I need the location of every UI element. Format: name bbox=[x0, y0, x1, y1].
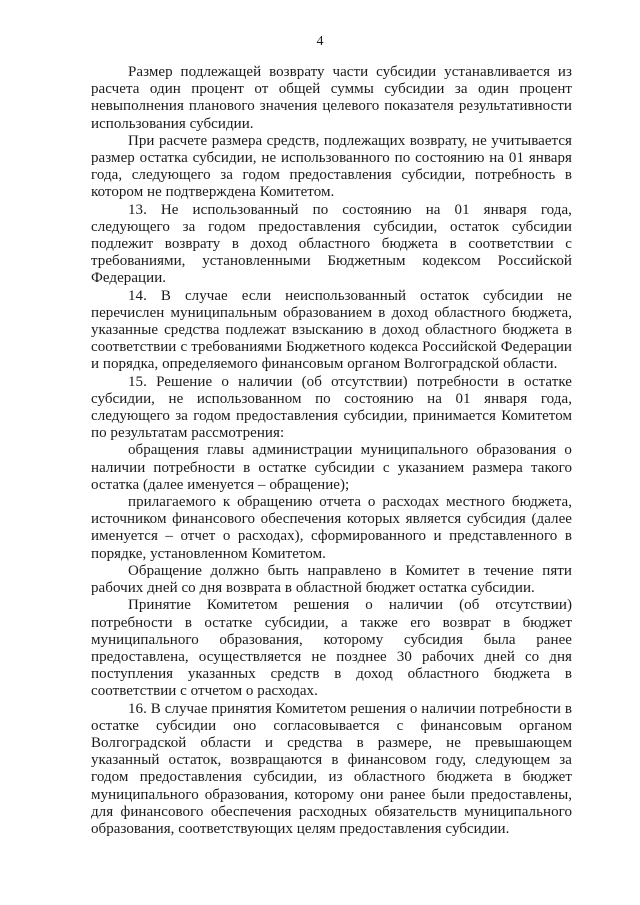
paragraph-14-recovery: 14. В случае если неиспользованный остаток субсидии не перечислен муниципальным образованием в доход областного бюджета, указанные средства подлежат взысканию в доход областного бюджета в соответствии с требованиями Бюджетного кодекса Российской Федерации и порядка, определяемого финансовым органом Волгоградской области. bbox=[91, 287, 572, 373]
paragraph-subsidy-return-amount: Размер подлежащей возврату части субсидии устанавливается из расчета один процент от общей суммы субсидии за один процент невыполнения планового значения целевого показателя результативности использования субсидии. bbox=[91, 64, 572, 132]
paragraph-16-approval: 16. В случае принятия Комитетом решения о наличии потребности в остатке субсидии оно согласовывается с финансовым органом Волгоградской области и средства в размере, не превышающем указанный остаток, возвращаются в финансовом году, следующем за годом предоставления субсидии, из областного бюджета в бюджет муниципального образования, которому они ранее были предоставлены, для финансового обеспечения расходных обязательств муниципального образования, соответствующих целям предоставления субсидии. bbox=[91, 700, 572, 837]
paragraph-appeal: обращения главы администрации муниципального образования о наличии потребности в остатке субсидии с указанием размера такого остатка (далее именуется – обращение); bbox=[91, 442, 572, 493]
document-body bbox=[91, 64, 572, 838]
page-number: 4 bbox=[316, 34, 324, 49]
paragraph-13-unused-balance: 13. Не использованный по состоянию на 01 января года, следующего за годом предоставления субсидии, остаток субсидии подлежит возврату в доход областного бюджета в соответствии с требованиями, установленными Бюджетным кодексом Российской Федерации. bbox=[91, 201, 572, 287]
paragraph-appeal-deadline: Обращение должно быть направлено в Комитет в течение пяти рабочих дней со дня возврата в областной бюджет остатка субсидии. bbox=[91, 562, 572, 597]
paragraph-expense-report: прилагаемого к обращению отчета о расходах местного бюджета, источником финансового обеспечения которых является субсидия (далее именуется – отчет о расходах), сформированного и представленного в порядке, установленном Комитетом. bbox=[91, 494, 572, 562]
paragraph-15-decision: 15. Решение о наличии (об отсутствии) потребности в остатке субсидии, не использованном по состоянию на 01 января года, следующего за годом предоставления субсидии, принимается Комитетом по результатам рассмотрения: bbox=[91, 373, 572, 442]
paragraph-decision-timing: Принятие Комитетом решения о наличии (об отсутствии) потребности в остатке субсидии, а также его возврат в бюджет муниципального образования, которому субсидия была ранее предоставлена, осуществляется не позднее 30 рабочих дней со дня поступления указанных средств в доход областного бюджета в соответствии с отчетом о расходах. bbox=[91, 597, 572, 700]
paragraph-return-calculation: При расчете размера средств, подлежащих возврату, не учитывается размер остатка субсидии, не использованного по состоянию на 01 января года, следующего за годом предоставления субсидии, потребность в котором не подтверждена Комитетом. bbox=[91, 132, 572, 201]
